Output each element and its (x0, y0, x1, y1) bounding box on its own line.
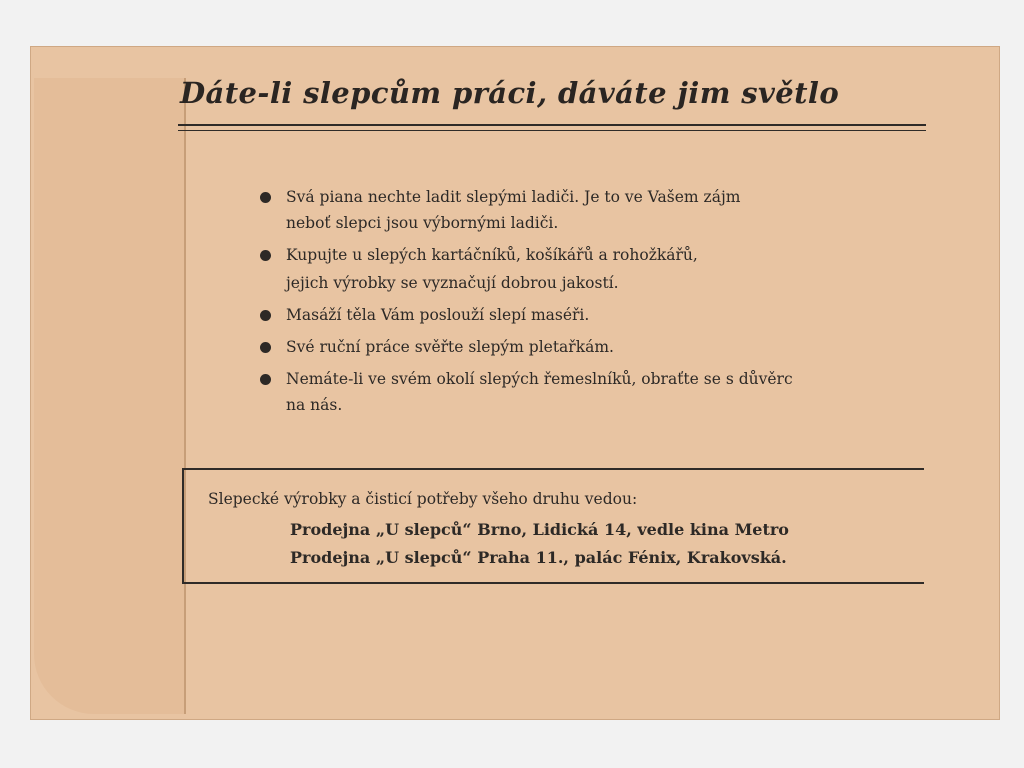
bullet-icon (260, 250, 271, 261)
bullet-text: Své ruční práce svěřte slepým pletařkám. (286, 338, 614, 356)
list-item (256, 242, 924, 268)
shop-brno: Prodejna „U slepců“ Brno, Lidická 14, vedle kina Metro (290, 520, 789, 539)
list-item (256, 366, 924, 418)
bullet-icon (260, 342, 271, 353)
envelope-flap (34, 78, 186, 714)
bullet-icon (260, 192, 271, 203)
document-heading: Dáte-li slepcům práci, dáváte jim světlo (180, 76, 840, 110)
bullet-continuation: jejich výrobky se vyznačují dobrou jakostí. (286, 274, 619, 292)
bullet-text: Kupujte u slepých kartáčníků, košíkářů a rohožkářů, (286, 246, 698, 264)
bullet-text: Nemáte-li ve svém okolí slepých řemeslníků, obraťte se s důvěrc (286, 370, 793, 388)
bullet-list (256, 184, 924, 424)
shops-box (182, 468, 924, 584)
bullet-icon (260, 310, 271, 321)
shop-praha: Prodejna „U slepců“ Praha 11., palác Fénix, Krakovská. (290, 548, 787, 567)
list-item (256, 302, 924, 328)
bullet-icon (260, 374, 271, 385)
list-item (256, 184, 924, 236)
list-item (256, 334, 924, 360)
bullet-text: Svá piana nechte ladit slepými ladiči. Je to ve Vašem zájm (286, 188, 741, 206)
heading-underline (178, 124, 926, 131)
shops-intro: Slepecké výrobky a čisticí potřeby všeho druhu vedou: (208, 490, 638, 508)
bullet-text: na nás. (286, 396, 343, 414)
bullet-text: Masáží těla Vám poslouží slepí maséři. (286, 306, 590, 324)
bullet-text: neboť slepci jsou výbornými ladiči. (286, 214, 559, 232)
